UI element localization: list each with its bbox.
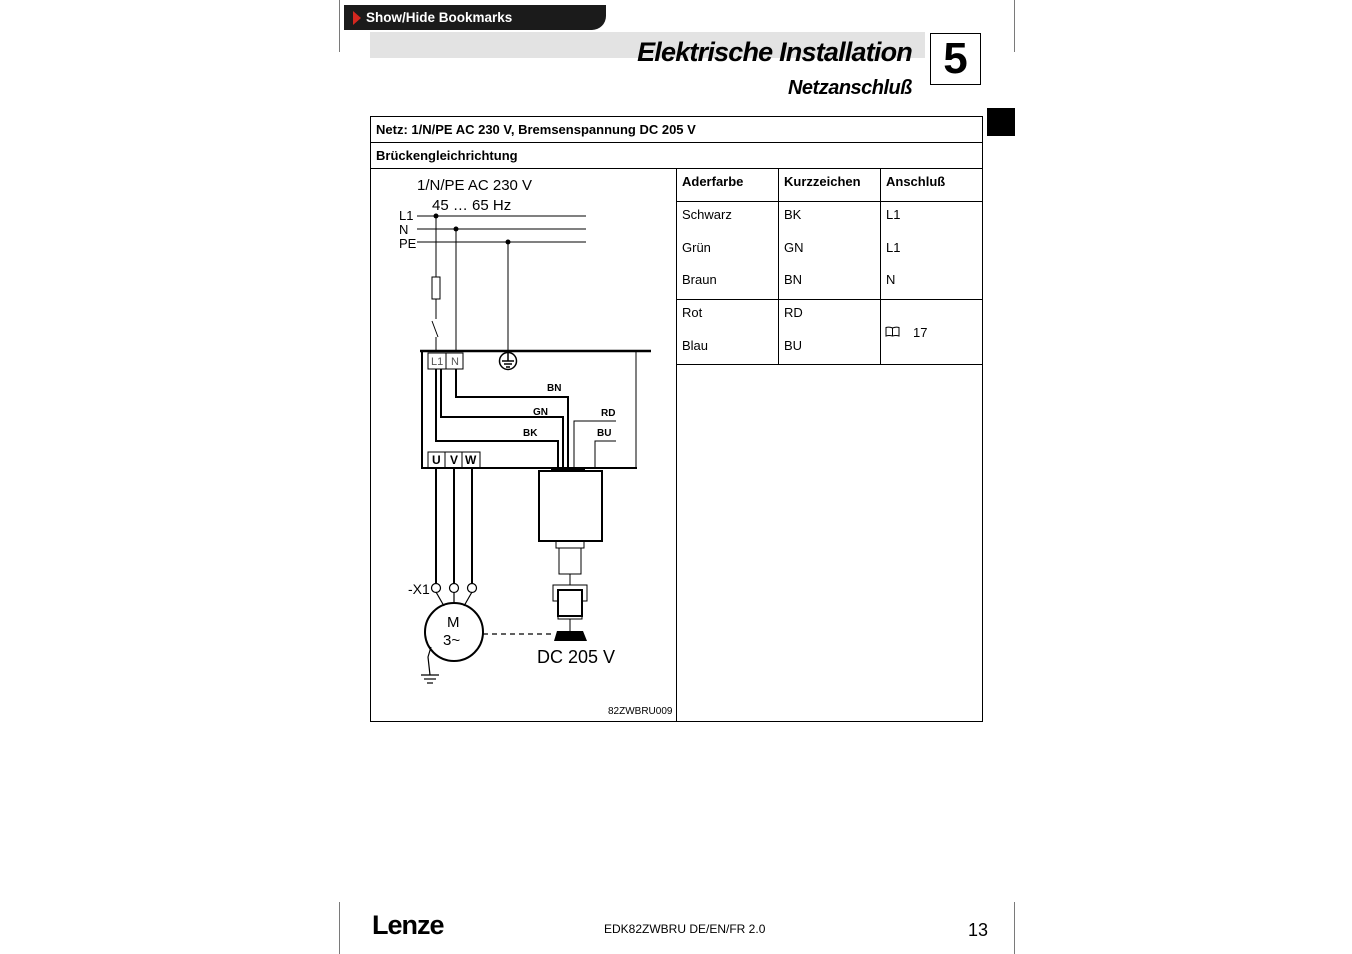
table-divider — [676, 299, 983, 300]
table-divider — [880, 168, 881, 365]
lenze-logo: Lenze — [372, 910, 444, 940]
table-cell: BK — [784, 207, 802, 222]
terminal-v: V — [450, 453, 459, 467]
table-cell: BN — [784, 272, 803, 287]
frequency-label: 45 … 65 Hz — [432, 197, 512, 214]
supply-label: 1/N/PE AC 230 V — [417, 177, 533, 194]
table-cell: N — [886, 272, 896, 287]
table-divider — [676, 168, 677, 722]
column-header-aderfarbe: Aderfarbe — [682, 174, 744, 189]
crop-mark — [1014, 902, 1015, 954]
wire-label-bk: BK — [523, 428, 538, 439]
table-cell: Schwarz — [682, 207, 732, 222]
terminal-l1: L1 — [431, 356, 444, 368]
brake-voltage-label: DC 205 V — [537, 647, 616, 667]
terminal-u: U — [432, 453, 441, 467]
table-cell: Braun — [682, 272, 717, 287]
chapter-number-box: 5 — [930, 33, 981, 85]
chapter-title: Elektrische Installation — [637, 37, 912, 67]
wire-label-bn: BN — [547, 383, 562, 394]
wiring-diagram — [371, 169, 676, 721]
table-row-rectifier: Brückengleichrichtung — [376, 148, 518, 163]
table-divider — [370, 142, 983, 143]
motor-label-phase: 3~ — [443, 632, 461, 649]
line-label-l1: L1 — [399, 208, 414, 223]
table-row-supply: Netz: 1/N/PE AC 230 V, Bremsenspannung DC 205 V — [376, 122, 696, 137]
table-cell: Grün — [682, 240, 711, 255]
line-label-n: N — [399, 222, 409, 237]
table-divider — [778, 168, 779, 365]
table-cell: RD — [784, 305, 803, 320]
line-label-pe: PE — [399, 236, 417, 251]
table-cell: Blau — [682, 338, 709, 353]
triangle-right-icon — [353, 11, 361, 25]
table-cell: Rot — [682, 305, 703, 320]
page-reference-link[interactable]: 17 — [913, 325, 928, 340]
motor-label-m: M — [447, 614, 460, 631]
wire-label-rd: RD — [601, 408, 616, 419]
table-divider — [676, 364, 983, 365]
crop-mark — [1014, 0, 1015, 52]
connector-label: -X1 — [408, 581, 430, 597]
crop-mark — [339, 902, 340, 954]
table-cell: BU — [784, 338, 803, 353]
crop-mark — [339, 0, 340, 52]
table-cell: L1 — [886, 240, 901, 255]
show-hide-bookmarks-button[interactable] — [344, 5, 606, 30]
wire-label-gn: GN — [533, 407, 548, 418]
column-header-kurzzeichen: Kurzzeichen — [784, 174, 861, 189]
table-divider — [676, 201, 983, 202]
bookmarks-label: Show/Hide Bookmarks — [366, 10, 513, 25]
terminal-w: W — [465, 453, 477, 467]
chapter-tab-marker — [987, 108, 1015, 136]
terminal-n: N — [451, 356, 459, 368]
figure-id: 82ZWBRU009 — [608, 706, 673, 717]
wire-label-bu: BU — [597, 428, 612, 439]
document-code: EDK82ZWBRU DE/EN/FR 2.0 — [604, 922, 766, 936]
table-cell: GN — [784, 240, 804, 255]
table-cell: L1 — [886, 207, 901, 222]
column-header-anschluss: Anschluß — [886, 174, 946, 189]
book-icon — [885, 326, 900, 337]
chapter-subtitle: Netzanschluß — [787, 77, 912, 99]
page-number: 13 — [968, 920, 989, 940]
